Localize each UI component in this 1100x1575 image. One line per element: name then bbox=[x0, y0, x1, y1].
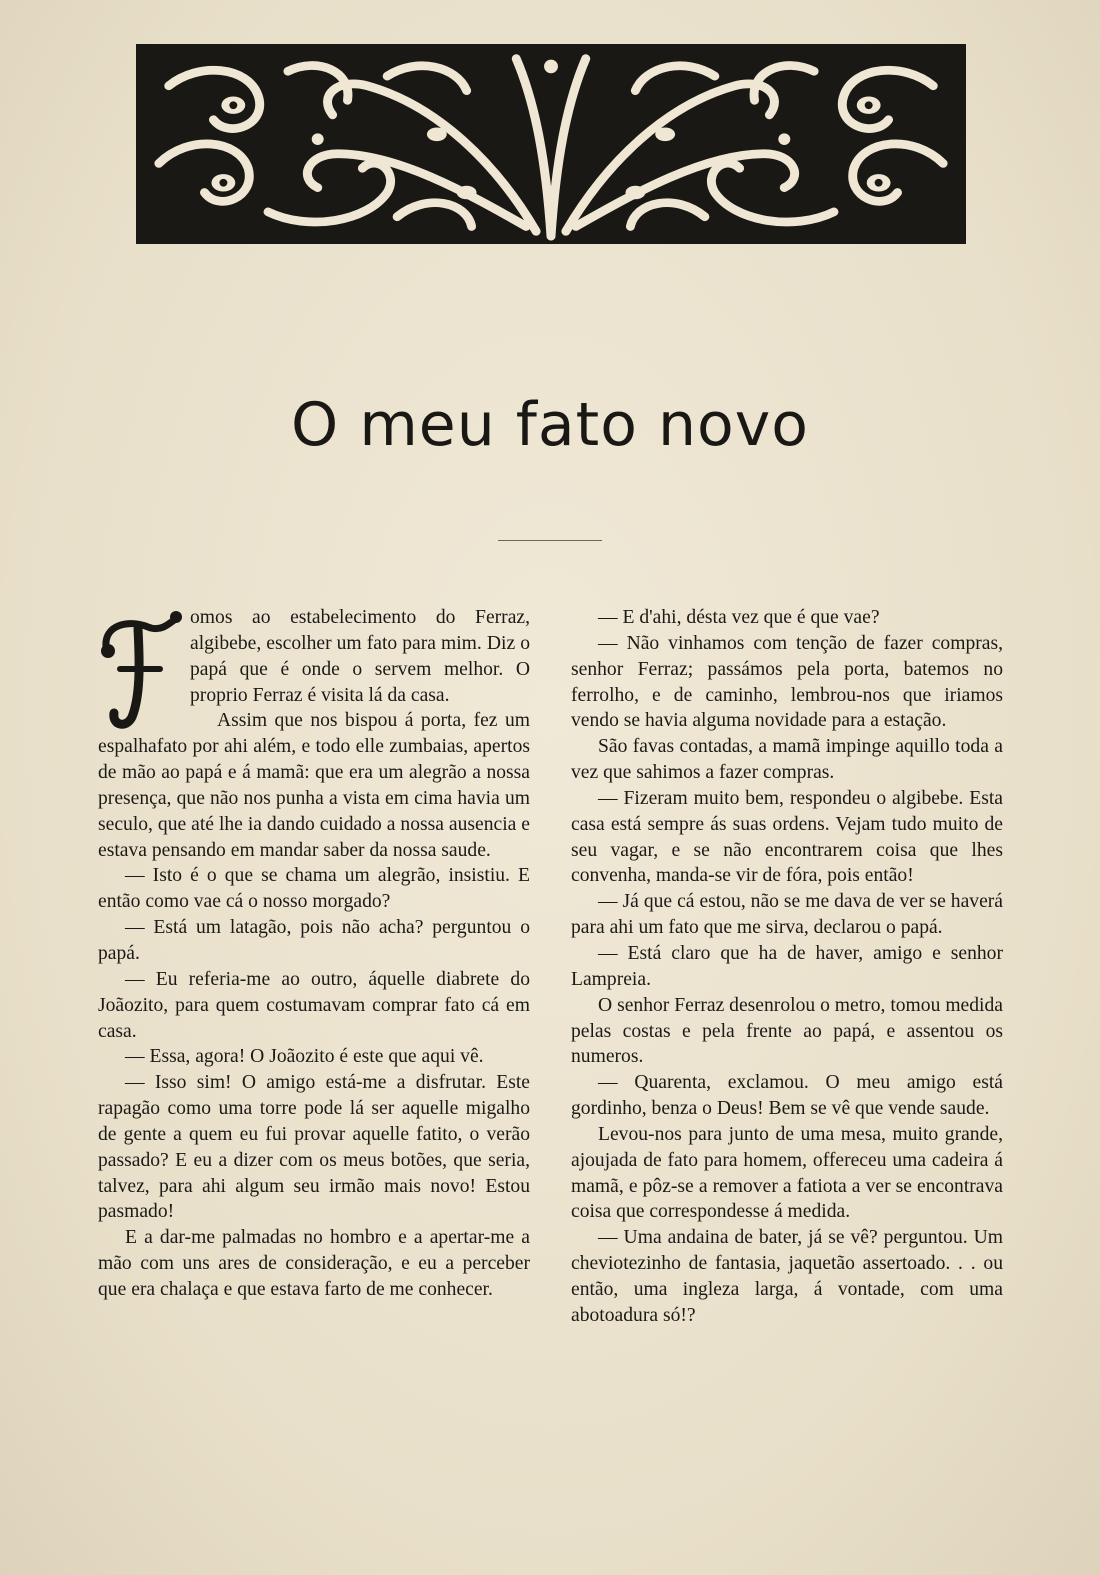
paragraph: — Eu referia-me ao outro, áquelle diabrete do Joãozito, para quem costumavam comprar fato cá em casa. bbox=[98, 968, 530, 1042]
title-divider bbox=[498, 540, 602, 541]
article-title: O meu fato novo bbox=[291, 390, 809, 460]
right-column bbox=[571, 605, 1003, 1329]
drop-cap bbox=[98, 607, 184, 731]
paragraph: — Isto é o que se chama um alegrão, insistiu. E então como vae cá o nosso morgado? bbox=[98, 865, 530, 913]
paragraph: — Fizeram muito bem, respondeu o algibebe. Esta casa está sempre ás suas ordens. Vejam tudo muito de seu vagar, e se não encontrarem coisa que lhes convenha, manda-se vir de fóra, pois então! bbox=[571, 787, 1003, 887]
left-column bbox=[98, 605, 530, 1303]
paragraph: — Já que cá estou, não se me dava de ver se haverá para ahi um fato que me sirva, declarou o papá. bbox=[571, 891, 1003, 939]
paragraph: omos ao estabelecimento do Ferraz, algibebe, escolher um fato para mim. Diz o papá que é onde o servem melhor. O proprio Ferraz é visita lá da casa. bbox=[190, 607, 530, 706]
paragraph: — Não vinhamos com tenção de fazer compras, senhor Ferraz; passámos pela porta, batemos no ferrolho, e de caminho, lembrou-nos que iriamos vendo se havia alguma novidade para a estação. bbox=[571, 632, 1003, 732]
first-paragraph bbox=[98, 605, 530, 708]
paragraph: Levou-nos para junto de uma mesa, muito grande, ajoujada de fato para homem, offereceu uma cadeira á mamã, e pôz-se a remover a fatiota a ver se encontrava coisa que correspondesse á medida. bbox=[571, 1123, 1003, 1223]
paragraph: — E d'ahi, désta vez que é que vae? bbox=[598, 607, 880, 628]
paragraph: — Uma andaina de bater, já se vê? perguntou. Um cheviotezinho de fantasia, jaquetão assertoado. . . ou então, uma ingleza larga, á vontade, com uma abotoadura só!? bbox=[571, 1227, 1003, 1326]
paragraph: — Isso sim! O amigo está-me a disfrutar. Este rapagão como uma torre pode lá ser aquelle migalho de gente a quem eu fui provar aquelle fatito, o verão passado? E eu a dizer com os meus botões, que seria, talvez, para ahi algum seu irmão mais novo! Estou pasmado! bbox=[98, 1072, 530, 1223]
paragraph: O senhor Ferraz desenrolou o metro, tomou medida pelas costas e pela frente ao papá, e assentou os numeros. bbox=[571, 994, 1003, 1068]
paragraph: E a dar-me palmadas no hombro e a apertar-me a mão com uns ares de consideração, e eu a perceber que era chalaça e que estava farto de me conhecer. bbox=[98, 1227, 530, 1300]
ornamental-header-banner bbox=[136, 44, 966, 244]
ornament-scrollwork-icon bbox=[139, 47, 963, 241]
paragraph: Assim que nos bispou á porta, fez um espalhafato por ahi além, e todo elle zumbaias, apertos de mão ao papá e á mamã: que era um alegrão a nossa presença, que não nos punha a vista em cima havia um seculo, que até lhe ia dando cuidado a nossa ausencia e estava pensando em mandar saber da nossa saude. bbox=[98, 710, 530, 861]
paragraph: — Quarenta, exclamou. O meu amigo está gordinho, benza o Deus! Bem se vê que vende saude. bbox=[571, 1072, 1003, 1120]
paragraph: — Essa, agora! O Joãozito é este que aqui vê. bbox=[125, 1046, 484, 1068]
paragraph: — Está claro que ha de haver, amigo e senhor Lampreia. bbox=[571, 942, 1003, 990]
drop-cap-f-icon bbox=[98, 607, 184, 731]
paragraph: — Está um latagão, pois não acha? perguntou o papá. bbox=[98, 917, 530, 964]
paragraph: São favas contadas, a mamã impinge aquillo toda a vez que sahimos a fazer compras. bbox=[571, 736, 1003, 784]
